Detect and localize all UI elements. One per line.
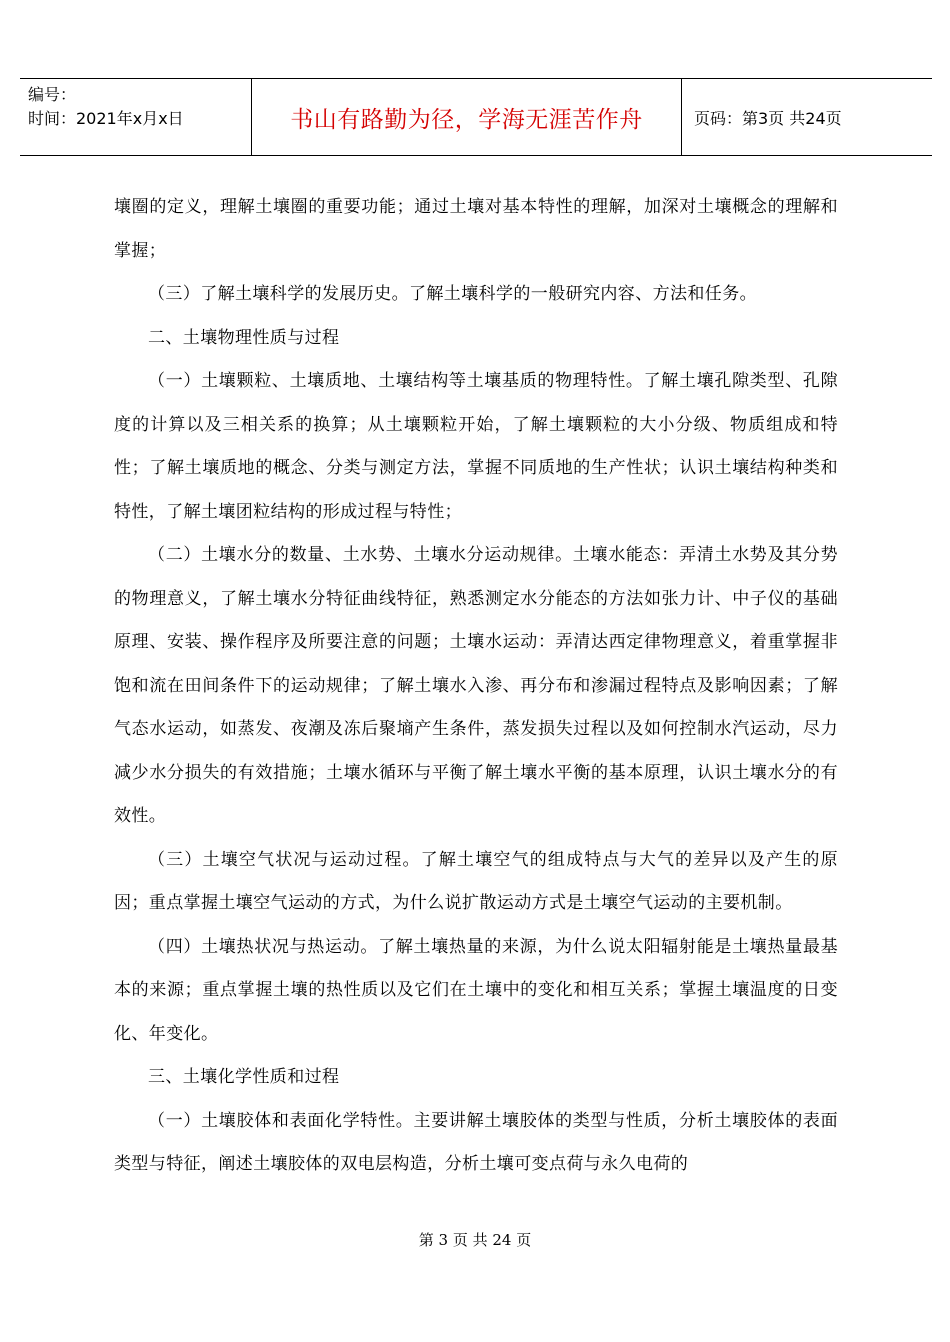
section-heading: 二、土壤物理性质与过程 <box>148 327 340 348</box>
page-footer-text: 第 3 页 共 24 页 <box>418 1231 532 1249</box>
paragraph: （四）土壤热状况与热运动。了解土壤热量的来源，为什么说太阳辐射能是土壤热量最基本的来源；重点掌握土壤的热性质以及它们在土壤中的变化和相互关系；掌握土壤温度的日变化、年变化。 <box>114 936 838 1044</box>
header-motto <box>252 79 682 155</box>
document-header <box>20 78 932 156</box>
motto-text: 书山有路勤为径，学海无涯苦作舟 <box>290 106 643 133</box>
header-page-info <box>682 79 932 155</box>
number-label: 编号： <box>28 85 77 104</box>
paragraph: （三）了解土壤科学的发展历史。了解土壤科学的一般研究内容、方法和任务。 <box>148 284 757 304</box>
time-label: 时间：2021年x月x日 <box>28 109 184 128</box>
paragraph: （一）土壤颗粒、土壤质地、土壤结构等土壤基质的物理特性。了解土壤孔隙类型、孔隙度的计算以及三相关系的换算；从土壤颗粒开始，了解土壤颗粒的大小分级、物质组成和特性；了解土壤质地的概念、分类与测定方法，掌握不同质地的生产性状；认识土壤结构种类和特性，了解土壤团粒结构的形成过程与特性； <box>114 371 838 522</box>
document-body <box>114 186 838 1187</box>
paragraph: （一）土壤胶体和表面化学特性。主要讲解土壤胶体的类型与性质，分析土壤胶体的表面类型与特征，阐述土壤胶体的双电层构造，分析土壤可变点荷与永久电荷的 <box>114 1110 838 1174</box>
paragraph: （三）土壤空气状况与运动过程。了解土壤空气的组成特点与大气的差异以及产生的原因；重点掌握土壤空气运动的方式，为什么说扩散运动方式是土壤空气运动的主要机制。 <box>114 849 838 913</box>
paragraph: （二）土壤水分的数量、土水势、土壤水分运动规律。土壤水能态：弄清土水势及其分势的物理意义，了解土壤水分特征曲线特征，熟悉测定水分能态的方法如张力计、中子仪的基础原理、安装、操作程序及所要注意的问题；土壤水运动：弄清达西定律物理意义，着重掌握非饱和流在田间条件下的运动规律；了解土壤水入渗、再分布和渗漏过程特点及影响因素；了解气态水运动，如蒸发、夜潮及冻后聚墒产生条件，蒸发损失过程以及如何控制水汽运动，尽力减少水分损失的有效措施；土壤水循环与平衡了解土壤水平衡的基本原理，认识土壤水分的有效性。 <box>114 545 838 826</box>
paragraph: 壤圈的定义，理解土壤圈的重要功能；通过土壤对基本特性的理解，加深对土壤概念的理解和掌握； <box>114 197 838 261</box>
page-label: 页码：第3页 共24页 <box>694 108 842 128</box>
section-heading: 三、土壤化学性质和过程 <box>148 1067 340 1087</box>
page-footer <box>0 1229 950 1250</box>
header-meta <box>20 79 252 155</box>
